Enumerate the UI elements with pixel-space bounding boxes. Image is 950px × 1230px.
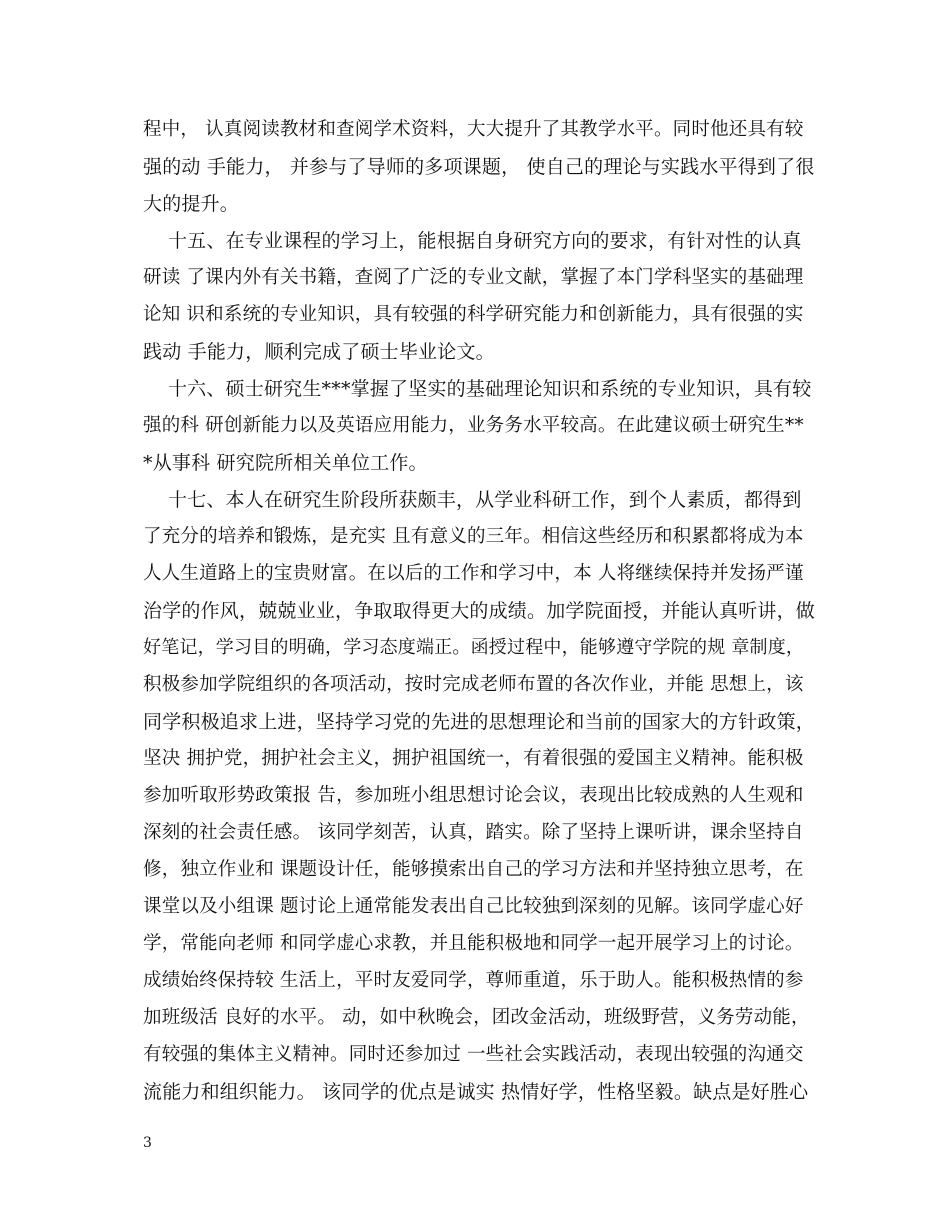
text-line: 积极参加学院组织的各项活动，按时完成老师布置的各次作业，并能 思想上，该	[143, 674, 804, 695]
text-line: 加班级活 良好的水平。 动，如中秋晚会，团改金活动，班级野营，义务劳动能，	[143, 1007, 810, 1028]
text-line: 好笔记，学习目的明确，学习态度端正。函授过程中，能够遵守学院的规 章制度，	[143, 637, 805, 658]
text-line: 有较强的集体主义精神。同时还参加过 一些社会实践活动，表现出较强的沟通交	[143, 1044, 804, 1065]
text-line: 学，常能向老师 和同学虚心求教，并且能积极地和同学一起开展学习上的讨论。	[143, 933, 804, 954]
page-number: 3	[143, 1135, 152, 1151]
text-line: 践动 手能力，顺利完成了硕士毕业论文。	[143, 341, 495, 363]
text-line: 成绩始终保持较 生活上，平时友爱同学，尊师重道，乐于助人。能积极热情的参	[143, 970, 804, 991]
text-line: 流能力和组织能力。 该同学的优点是诚实 热情好学，性格坚毅。缺点是好胜心	[143, 1081, 809, 1103]
text-line: 十六、硕士研究生***掌握了坚实的基础理论知识和系统的专业知识，具有较	[143, 378, 812, 400]
text-line: 参加听取形势政策报 告，参加班小组思想讨论会议，表现出比较成熟的人生观和	[143, 785, 804, 806]
text-line: *从事科 研究院所相关单位工作。	[143, 452, 428, 474]
text-line: 修，独立作业和 课题设计任，能够摸索出自己的学习方法和并坚持独立思考，在	[143, 859, 804, 880]
text-line: 课堂以及小组课 题讨论上通常能发表出自己比较独到深刻的见解。该同学虚心好	[143, 896, 804, 917]
text-line: 深刻的社会责任感。 该同学刻苦，认真，踏实。除了坚持上课听讲，课余坚持自	[143, 822, 804, 843]
text-line: 强的动 手能力， 并参与了导师的多项课题， 使自己的理论与实践水平得到了很	[143, 156, 815, 178]
text-line: 十五、在专业课程的学习上，能根据自身研究方向的要求，有针对性的认真	[143, 230, 802, 252]
text-line: 治学的作风，兢兢业业，争取取得更大的成绩。加学院面授，并能认真听讲，做	[143, 600, 816, 622]
text-line: 了充分的培养和锻炼，是充实 且有意义的三年。相信这些经历和积累都将成为本	[143, 526, 804, 547]
text-line: 人人生道路上的宝贵财富。在以后的工作和学习中，本 人将继续保持并发扬严谨	[143, 563, 804, 584]
text-line: 论知 识和系统的专业知识，具有较强的科学研究能力和创新能力，具有很强的实	[143, 304, 804, 325]
text-line: 同学积极追求上进，坚持学习党的先进的思想理论和当前的国家大的方针政策，	[143, 711, 816, 733]
text-line: 研读 了课内外有关书籍，查阅了广泛的专业文献，掌握了本门学科坚实的基础理	[143, 267, 804, 288]
text-line: 强的科 研创新能力以及英语应用能力，业务务水平较高。在此建议硕士研究生**	[143, 415, 804, 436]
text-line: 坚决 拥护党，拥护社会主义，拥护祖国统一，有着很强的爱国主义精神。能积极	[143, 748, 804, 769]
text-line: 十七、本人在研究生阶段所获颇丰，从学业科研工作，到个人素质，都得到	[143, 489, 802, 511]
text-line: 大的提升。	[143, 193, 240, 215]
text-line: 程中， 认真阅读教材和查阅学术资料，大大提升了其教学水平。同时他还具有较	[143, 119, 804, 140]
